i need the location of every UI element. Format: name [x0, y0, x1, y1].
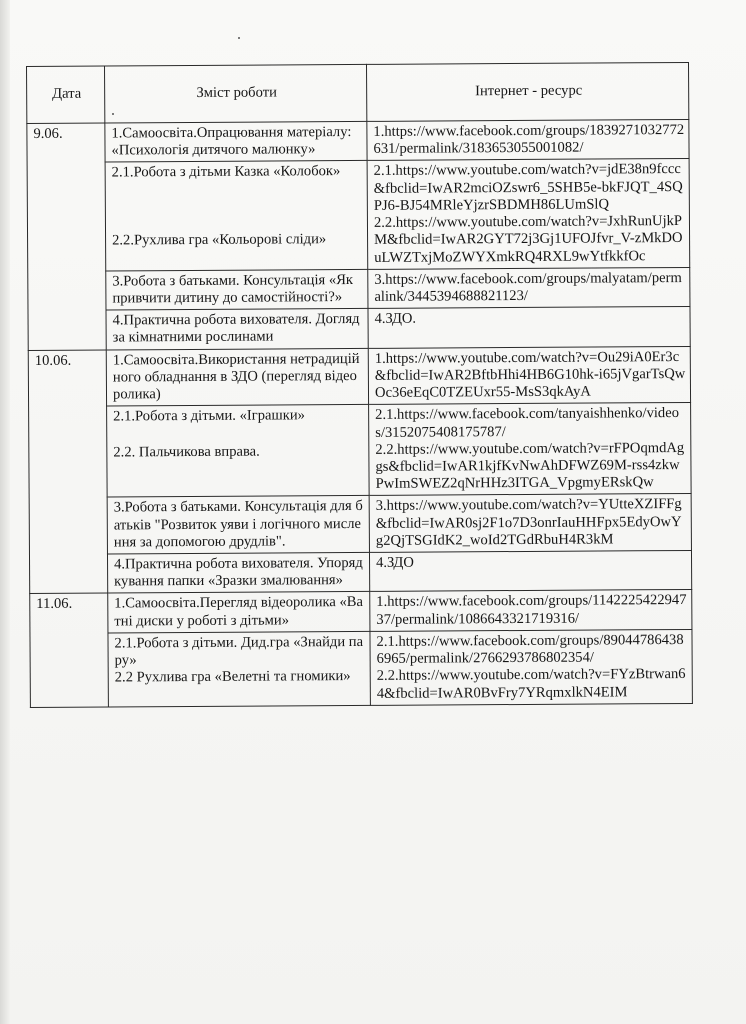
table-row [29, 403, 692, 498]
resource-cell [368, 307, 690, 348]
resource-link: 4.ЗДО. [374, 310, 417, 328]
task-cell [107, 405, 370, 498]
task-cell [106, 269, 368, 310]
date-cell: 11.06. [30, 593, 109, 707]
resource-cell [367, 119, 689, 160]
page-edge-shadow [0, 0, 10, 1024]
task-cell [105, 161, 368, 271]
task-text: 2.1.Робота з дітьми. «Іграшки» [113, 407, 305, 425]
task-text: 1.Самоосвіта.Використання нетрадиційного обладнання в ЗДО (перегляд відеоролика) [112, 350, 360, 403]
resource-cell [370, 629, 692, 705]
date-cell: 10.06. [28, 350, 107, 594]
table-row [30, 629, 692, 707]
header-date: Дата [27, 66, 105, 123]
resource-link: 2.2.https://www.youtube.com/watch?v=JxhRunUjkPM&fbclid=IwAR2GYT72j3Gj1UFOJfvr_V-zMkDOuLWZTxjMoZWYXmkRQ4RXL9wYtfkkfOc [373, 213, 683, 266]
task-text: 1.Самоосвіта.Опрацювання матеріалу: «Психологія дитячого малюнку» [111, 124, 352, 159]
task-cell [107, 496, 369, 554]
task-text: 3.Робота з батьками. Консультація для батьків "Розвиток уяви і логічного мислення за допомогою друдлів". [113, 498, 363, 551]
task-text: 3.Робота з батьками. Консультація «Як привчити дитину до самостійності?» [112, 271, 354, 307]
resource-cell [369, 550, 691, 591]
table-row [29, 494, 691, 555]
work-schedule-table [26, 62, 693, 708]
task-text: 4.Практична робота вихователя. Догляд за кімнатними рослинами [112, 311, 360, 346]
table-header-row [27, 62, 689, 123]
task-text: 2.2. Пальчикова вправа. [113, 443, 260, 460]
task-text: 1.Самоосвіта.Перегляд відеоролика «Ватні диски у роботі з дітьми» [114, 594, 364, 630]
spacer [112, 181, 363, 233]
spacer [113, 424, 364, 444]
resource-link: 1.https://www.facebook.com/groups/114222542294737/permalink/1086643321719316/ [376, 592, 687, 628]
resource-link: 2.1.https://www.facebook.com/tanyaishhenko/videos/3152075408175787/ [375, 405, 680, 441]
table-row [30, 590, 692, 633]
scan-speck [238, 37, 240, 39]
task-cell [105, 121, 367, 162]
resource-cell [369, 403, 692, 496]
task-text: 2.1.Робота з дітьми Казка «Колобок» [111, 163, 341, 181]
table-row [28, 307, 690, 350]
resource-link: 2.1.https://www.facebook.com/groups/890447864386965/permalink/2766293786802354/ [376, 631, 684, 667]
resource-link: 2.2.https://www.youtube.com/watch?v=FYzBtrwan64&fbclid=IwAR0BvFry7YRqmxlkN4EIM [376, 666, 686, 702]
task-cell [108, 631, 370, 706]
resource-link: 3.https://www.youtube.com/watch?v=YUtteXZIFFg&fbclid=IwAR0sj2F1o7D3onrIauHHFpx5EdyOwYg2QjTSGIdK2_woId2TGdRbuH4R3kM [375, 496, 682, 549]
resource-cell [367, 159, 690, 269]
header-content: Зміст роботи [105, 64, 367, 123]
task-cell [106, 309, 368, 350]
resource-link: 4.ЗДО [375, 554, 414, 571]
task-cell [108, 592, 370, 633]
task-text: 2.1.Робота з дітьми. Дид.гра «Знайди пару» [114, 633, 364, 669]
resource-link: 1.https://www.youtube.com/watch?v=Ou29iA0Er3c&fbclid=IwAR2BftbHhi4HB6G10hk-i65jVgarTsQwOc36eEqC0TZEUxr55-MsS3qkAyA [374, 348, 686, 401]
task-cell [106, 348, 368, 406]
resource-link: 3.https://www.facebook.com/groups/malyatam/permalink/3445394688821123/ [374, 269, 682, 305]
resource-cell [368, 346, 690, 405]
table-row [28, 346, 690, 407]
header-resource: Інтернет - ресурс [366, 62, 688, 121]
task-text: 2.2.Рухлива гра «Кольорові сліди» [112, 230, 327, 249]
table-row [28, 267, 690, 310]
table-row [27, 159, 690, 271]
resource-cell [368, 267, 690, 308]
resource-cell [369, 494, 691, 553]
resource-link: 2.1.https://www.youtube.com/watch?v=jdE38n9fccc&fbclid=IwAR2mciOZswr6_5SHB5e-bkFJQT_4SQPJ6-BJ54MRleYjzrSBDMH86LUmSlQ [373, 161, 683, 214]
date-cell: 9.06. [27, 123, 106, 350]
task-text: 4.Практична робота вихователя. Упорядкування папки «Зразки змалювання» [113, 554, 363, 590]
table-row [29, 550, 691, 593]
task-text: 2.2 Рухлива гра «Велетні та гномики» [114, 668, 351, 686]
resource-cell [370, 590, 692, 631]
resource-link: 1.https://www.facebook.com/groups/1839271032772631/permalink/3183653055001082/ [373, 121, 685, 158]
task-cell [107, 552, 369, 593]
resource-link: 2.2.https://www.youtube.com/watch?v=rFPOqmdAggs&fbclid=IwAR1kjfKvNwAhDFWZ69M-rss4zkwPwImSWEZ2qNrHHz3ITGA_VpgmyERskQw [375, 439, 685, 493]
table-row [27, 119, 689, 162]
